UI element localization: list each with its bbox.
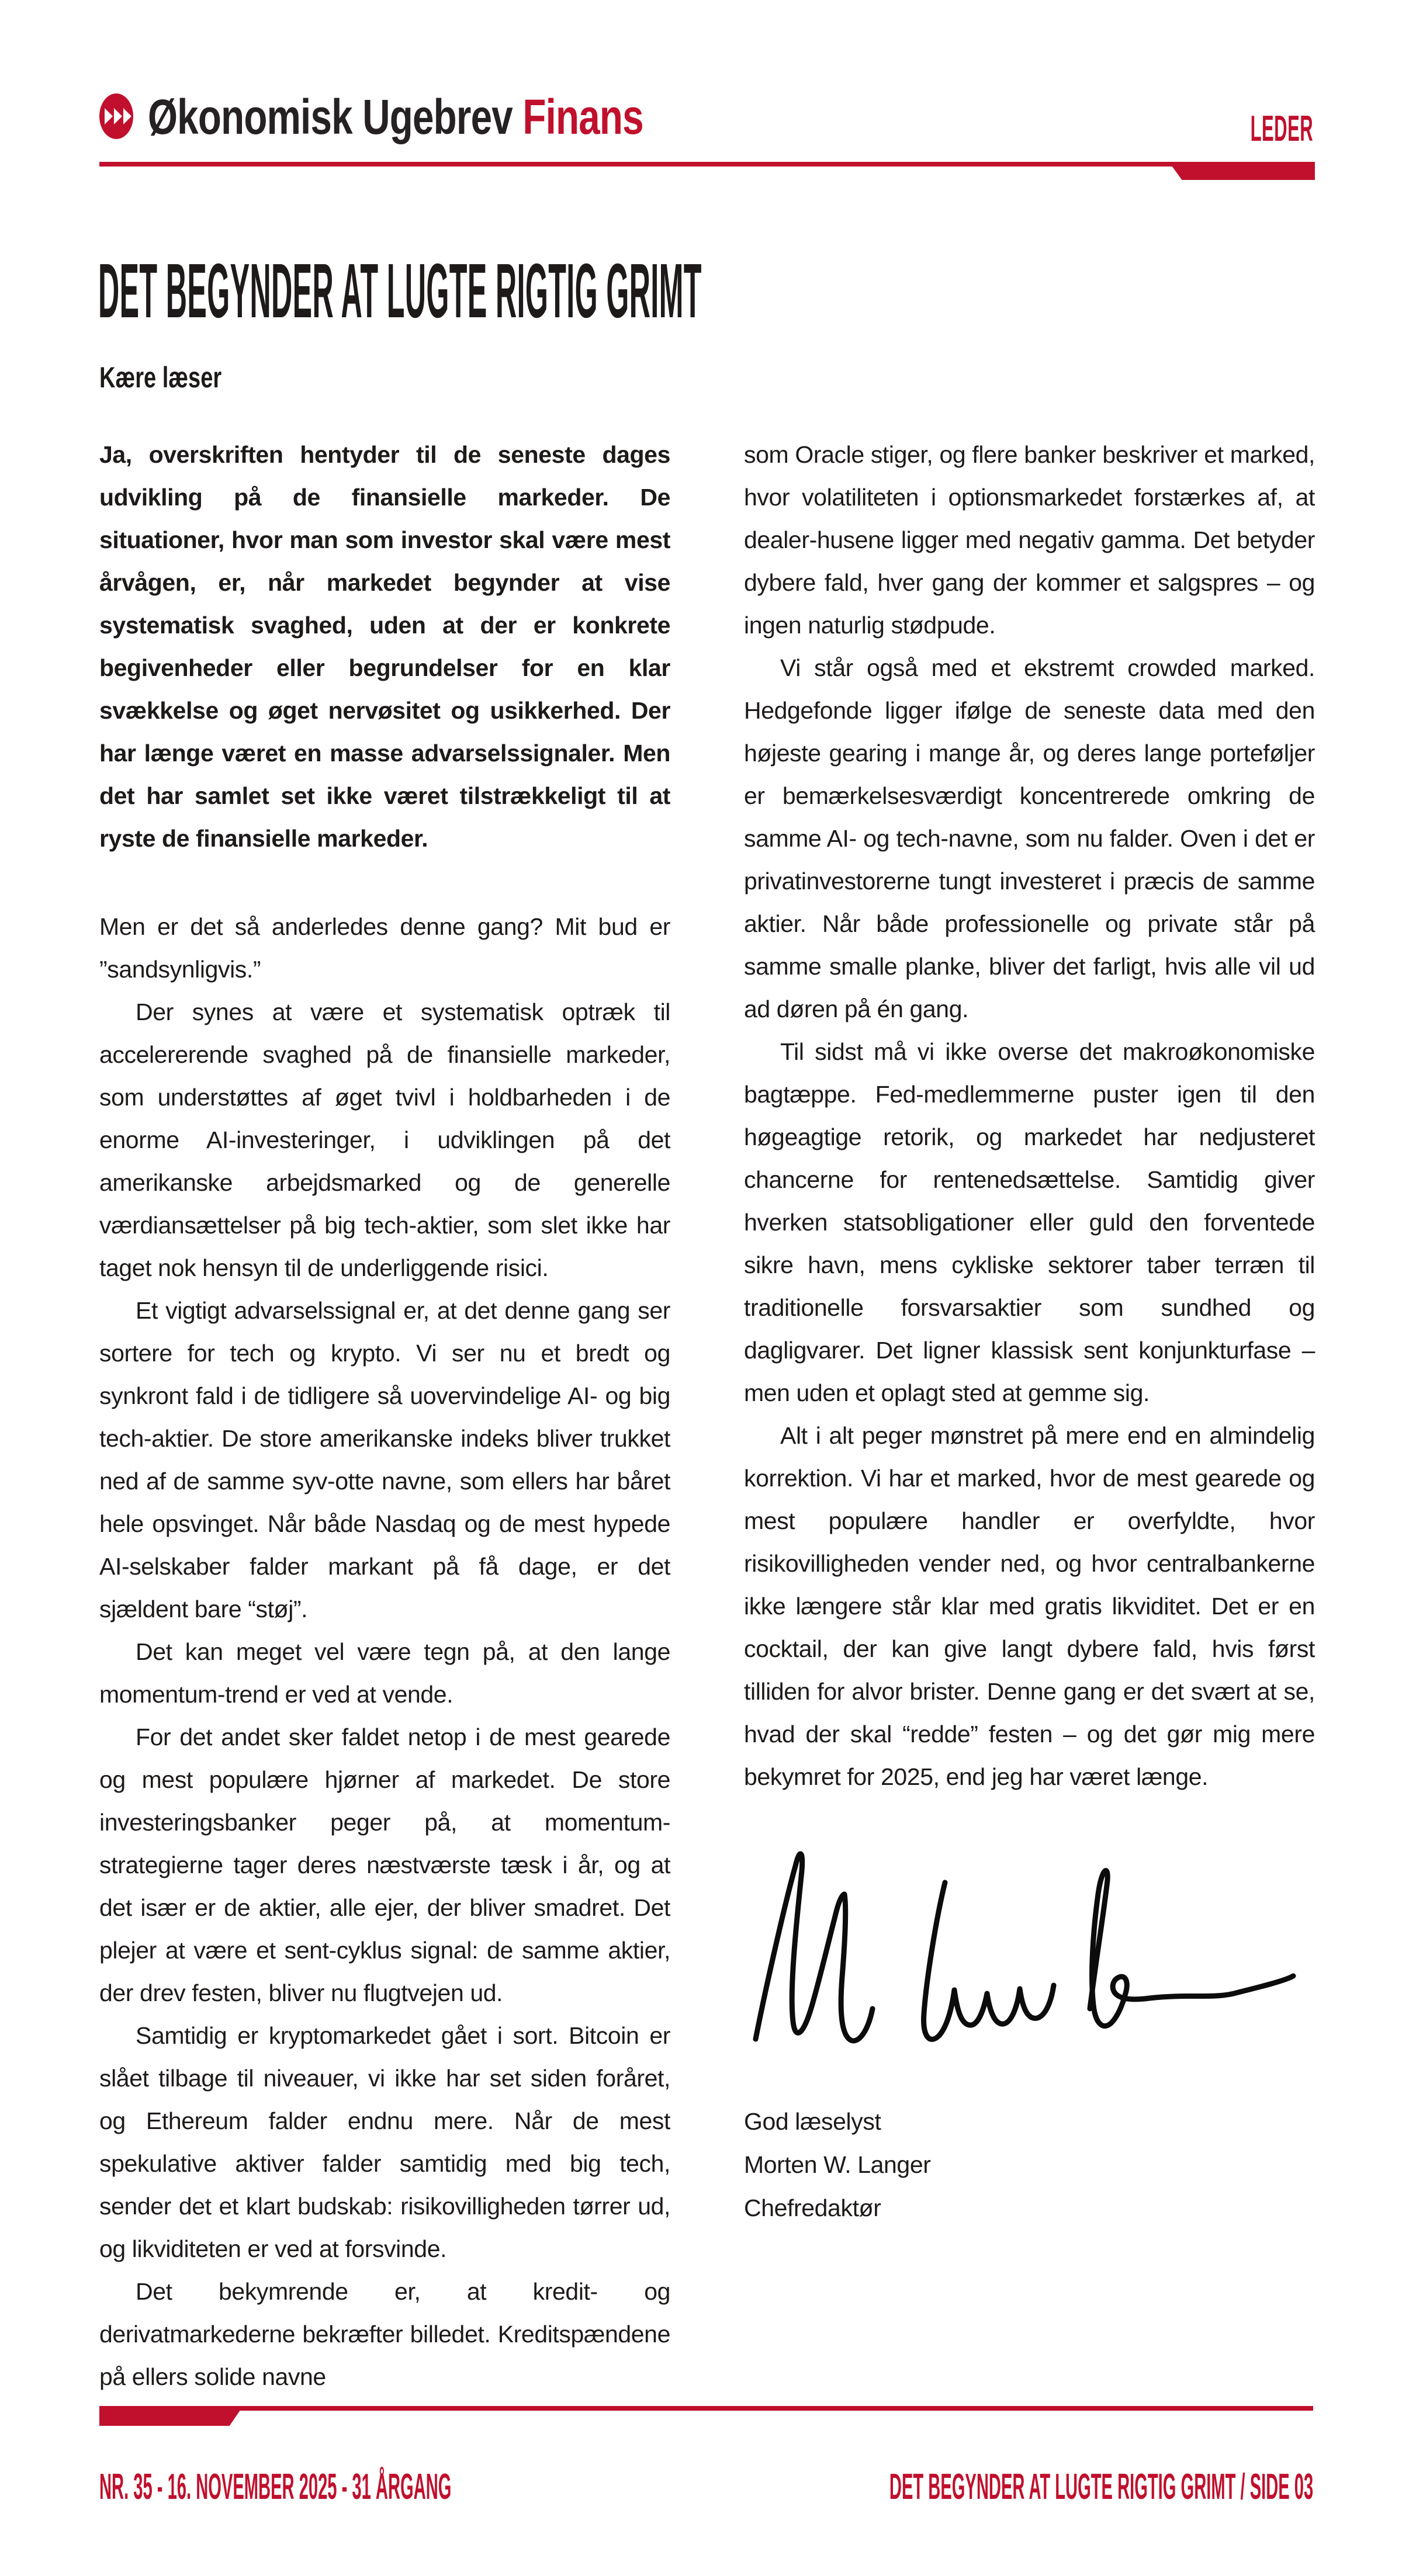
paragraph: Ja, overskriften hentyder til de seneste dages udvikling på de finansielle markeder. De situationer, hvor man som investor skal være mest årvågen, er, når markedet begynder at vise systematisk svaghed, uden at der er konkrete begivenheder eller begrundelser for en klar svækkelse og øget nervøsitet og usikkerhed. Der har længe været en masse advarselssignaler. Men det har samlet set ikke været tilstrækkeligt til at ryste de finansielle markeder.: [99, 441, 670, 852]
brand-title: [148, 89, 643, 144]
closing-block: [744, 2100, 1315, 2230]
footer-page-info: DET BEGYNDER AT LUGTE RIGTIG GRIMT / SIDE 03: [889, 2467, 1313, 2507]
triple-chevron-icon: [99, 93, 134, 139]
closing-greeting: God læselyst: [744, 2108, 881, 2135]
paragraph: Til sidst må vi ikke overse det makroøkonomiske bagtæppe. Fed-medlemmerne puster igen til den høgeagtige retorik, og markedet har nedjusteret chancerne for rentenedsættelse. Samtidig giver hverken statsobligationer eller guld den forventede sikre havn, mens cykliske sektorer taber terræn til traditionelle forsvarsaktier som sundhed og dagligvarer. Det ligner klassisk sent konjunkturfase – men uden et oplagt sted at gemme sig.: [744, 1038, 1315, 1406]
closing-role: Chefredaktør: [744, 2194, 881, 2221]
article-body: [99, 434, 1317, 2398]
footer-rule-accent-block: [99, 2406, 243, 2426]
paragraph: Det bekymrende er, at kredit- og derivatmarkederne bekræfter billedet. Kreditspændene på ellers solide navne: [99, 2278, 670, 2390]
paragraph: Vi står også med et ekstremt crowded marked. Hedgefonde ligger ifølge de seneste data med den højeste gearing i mange år, og deres lange porteføljer er bemærkelsesværdigt koncentrerede omkring de samme AI- og tech-navne, som nu falder. Oven i det er privatinvestorerne tungt investeret i præcis de samme aktier. Når både professionelle og private står på samme smalle planke, bliver det farligt, hvis alle vil ud ad døren på én gang.: [744, 654, 1315, 1022]
brand-title-black: Økonomisk Ugebrev: [148, 89, 513, 144]
footer-rule: [99, 2406, 1313, 2411]
section-label: LEDER: [1250, 109, 1313, 149]
paragraph: For det andet sker faldet netop i de mest gearede og mest populære hjørner af markedet. De store investeringsbanker peger på, at momentum-strategierne tager deres næstværste tæsk i år, og at det især er de aktier, alle ejer, der bliver smadret. Det plejer at være et sent-cyklus signal: de samme aktier, der drev festen, bliver nu flugtvejen ud.: [99, 1724, 670, 2006]
column-left: [99, 434, 670, 2398]
column-right: [744, 434, 1315, 2398]
paragraph: Et vigtigt advarselssignal er, at det denne gang ser sortere for tech og krypto. Vi ser nu et bredt og synkront fald i de tidligere så uovervindelige AI- og big tech-aktier. De store amerikanske indeks bliver trukket ned af de samme syv-otte navne, som ellers har båret hele opsvinget. Når både Nasdaq og de mest hypede AI-selskaber falder markant på få dage, er det sjældent bare “støj”.: [99, 1297, 670, 1622]
paragraph: Men er det så anderledes denne gang? Mit bud er ”sandsynligvis.”: [99, 913, 670, 983]
header-rule: [99, 162, 1315, 167]
paragraph: som Oracle stiger, og flere banker beskriver et marked, hvor volatiliteten i optionsmarkedet forstærkes af, at dealer-husene ligger med negativ gamma. Det betyder dybere fald, hver gang der kommer et salgspres – og ingen naturlig stødpude.: [744, 441, 1315, 639]
signature-image: [747, 1833, 1297, 2044]
closing-author: Morten W. Langer: [744, 2151, 931, 2178]
header-rule-accent-block: [1169, 162, 1315, 180]
brand-title-red: Finans: [522, 89, 643, 144]
paragraph: Samtidig er kryptomarkedet gået i sort. Bitcoin er slået tilbage til niveauer, vi ikke har set siden foråret, og Ethereum falder endnu mere. Når de mest spekulative aktiver falder samtidig med big tech, sender det et klart budskab: risikovilligheden tørrer ud, og likviditeten er ved at forsvinde.: [99, 2022, 670, 2262]
footer-issue-info: NR. 35 - 16. NOVEMBER 2025 - 31 ÅRGANG: [99, 2467, 452, 2507]
page-title: DET BEGYNDER AT LUGTE RIGTIG GRIMT: [98, 248, 702, 334]
paragraph: Alt i alt peger mønstret på mere end en almindelig korrektion. Vi har et marked, hvor de mest gearede og mest populære handler er overfyldte, hvor risikovilligheden vender ned, og hvor centralbankerne ikke længere står klar med gratis likviditet. Det er en cocktail, der kan give langt dybere fald, hvis først tilliden for alvor brister. Denne gang er det svært at se, hvad der skal “redde” festen – og det gør mig mere bekymret for 2025, end jeg har været længe.: [744, 1422, 1315, 1790]
paragraph: Der synes at være et systematisk optræk til accelererende svaghed på de finansielle markeder, som understøttes af øget tvivl i holdbarheden i de enorme AI-investeringer, i udviklingen på det amerikanske arbejdsmarked og de generelle værdiansættelser på big tech-aktier, som slet ikke har taget nok hensyn til de underliggende risici.: [99, 998, 670, 1281]
paragraph: Det kan meget vel være tegn på, at den lange momentum-trend er ved at vende.: [99, 1638, 670, 1708]
salutation: Kære læser: [99, 361, 222, 394]
